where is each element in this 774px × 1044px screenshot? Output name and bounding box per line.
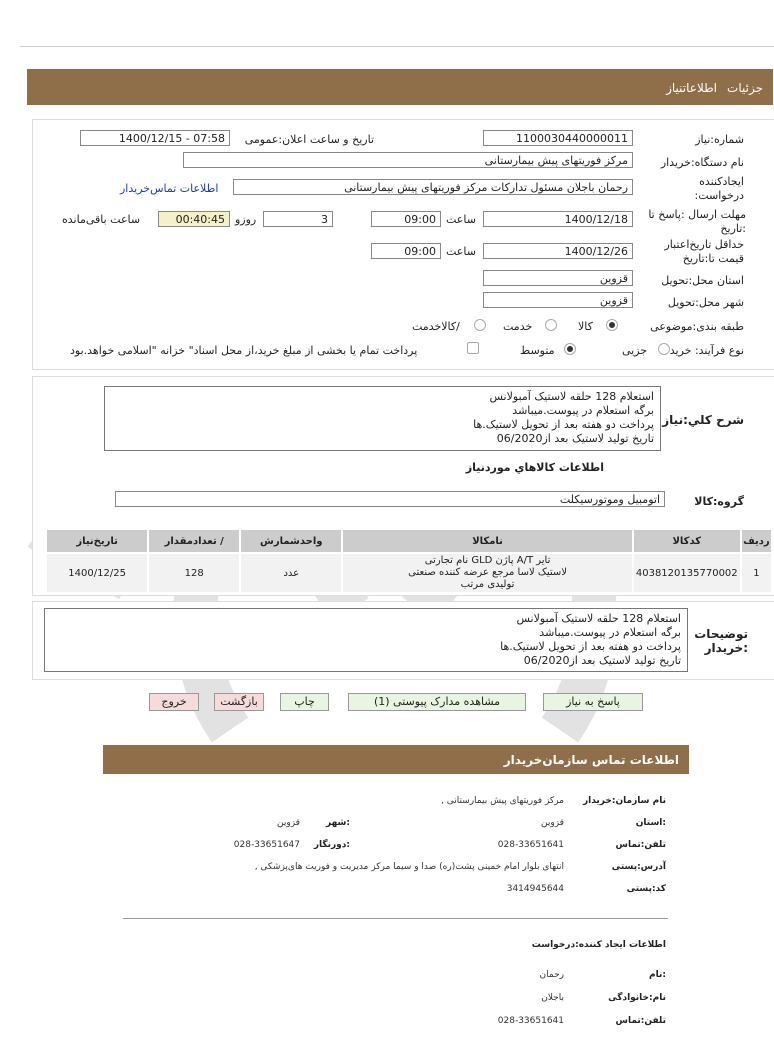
summary-textbox — [104, 386, 661, 451]
contact-fax-value: 028-33651647 — [233, 840, 300, 850]
deadline-label-2: :تاریخ — [720, 222, 746, 235]
creator-family-value: باجلان — [541, 993, 564, 1003]
creator-family-label: نام:خانوادگی — [608, 993, 666, 1003]
notes-line: استعلام 128 حلقه لاستیک آمبولانس — [516, 612, 681, 625]
col-code: کدکالا — [634, 530, 740, 552]
contact-address-value: انتهای بلوار امام خمینی پشت(ره) صدا و سیما مرکز مدیریت و فوریت های‌پزشکی , — [254, 862, 564, 872]
deadline-time-field: 09:00 — [371, 211, 441, 227]
treasury-payment-note: پرداخت تمام یا بخشی از مبلغ خرید،از محل اسناد" خزانه "اسلامی خواهد.بود — [70, 344, 418, 357]
creator-name-value: رحمان — [539, 970, 564, 980]
header-bar — [27, 69, 773, 105]
cell-name-line: تایر A/T پاژن GLD نام تجارتی — [424, 555, 551, 566]
need-number-field: 1100030440000011 — [483, 130, 633, 146]
contact-province-label: :استان — [635, 818, 666, 828]
col-row: ردیف — [742, 530, 771, 552]
validity-label-2: قیمت تا:تاریخ — [682, 252, 744, 265]
contact-postal-value: 3414945644 — [506, 884, 564, 894]
deadline-time-label: ساعت — [446, 213, 476, 226]
contact-address-label: آدرس:پستی — [611, 862, 666, 872]
category-service-radio[interactable] — [545, 319, 557, 331]
creator-name-label: :نام — [649, 970, 666, 980]
treasury-payment-checkbox[interactable] — [467, 342, 479, 354]
deadline-date-field: 1400/12/18 — [483, 211, 633, 227]
exit-button[interactable]: خروج — [149, 693, 199, 711]
remaining-label: ساعت باقی‌مانده — [62, 213, 141, 226]
contact-title: اطلاعات تماس سازمان‌خریدار — [503, 753, 679, 767]
category-label: طبقه بندی:موضوعی — [650, 320, 744, 333]
validity-label-1: حداقل تاریخ‌اعتبار — [664, 238, 744, 251]
back-button[interactable]: بازگشت — [214, 693, 264, 711]
tab-need-info[interactable]: اطلاعاتنیاز — [666, 81, 717, 95]
cell-qty: 128 — [149, 554, 239, 592]
creator-label-1: ایجادکننده — [699, 175, 744, 188]
buyer-org-field: مرکز فوریتهای پیش بیمارستانی — [183, 152, 633, 168]
buyer-notes-label-1: توضیحات — [694, 627, 748, 641]
process-label: نوع فرآیند: خرید — [669, 344, 744, 357]
top-divider — [20, 46, 774, 47]
notes-line: برگه استعلام در پیوست.میباشد — [539, 626, 681, 639]
category-both-label: /کالاخدمت — [412, 320, 460, 333]
contact-org-value: مرکز فوریتهای پیش بیمارستانی , — [440, 796, 564, 806]
col-date: تاریخ‌نیاز — [47, 530, 147, 552]
validity-time-field: 09:00 — [371, 243, 441, 259]
deadline-label-1: مهلت ارسال :پاسخ تا — [648, 208, 746, 221]
contact-phone-label: تلفن:تماس — [615, 840, 666, 850]
days-label: روزو — [235, 213, 257, 226]
category-goods-label: کالا — [578, 320, 593, 333]
announce-field: 1400/12/15 - 07:58 — [80, 130, 230, 146]
contact-phone-value: 028-33651641 — [497, 840, 564, 850]
goods-info-title: اطلاعات كالاهاي موردنياز — [465, 461, 604, 474]
contact-city-label: :شهر — [326, 818, 350, 828]
province-label: استان محل:تحویل — [661, 274, 744, 287]
remaining-time-field: 00:40:45 — [158, 211, 230, 227]
goods-table — [45, 528, 773, 594]
process-partial-radio[interactable] — [658, 343, 670, 355]
contact-fax-label: :دورنگار — [313, 840, 350, 850]
cell-unit: عدد — [241, 554, 341, 592]
summary-line: تاریخ تولید لاستیک بعد از06/2020 — [496, 432, 654, 445]
tab-details[interactable]: جزئیات — [727, 81, 763, 95]
notes-line: پرداخت دو هفته بعد از تحویل لاستیک.ها — [500, 640, 681, 653]
contact-province-value: قزوین — [541, 818, 564, 828]
need-number-label: شماره:نیاز — [695, 133, 744, 146]
buyer-notes-label-2: :خریدار — [704, 641, 748, 655]
cell-code: 4038120135770002 — [634, 554, 740, 592]
province-field: قزوین — [483, 270, 633, 286]
contact-divider — [123, 918, 668, 919]
cell-name — [343, 554, 631, 592]
creator-info-title: اطلاعات ایجاد کننده:درخواست — [531, 940, 666, 950]
table-row — [47, 554, 771, 592]
print-button[interactable]: چاپ — [280, 693, 329, 711]
creator-label-2: درخواست: — [694, 189, 744, 202]
category-goods-radio[interactable] — [606, 319, 618, 331]
contact-postal-label: کد:پستی — [626, 884, 666, 894]
process-medium-label: متوسط — [520, 344, 555, 357]
contact-title-bar — [103, 745, 689, 774]
cell-name-line: لاستیک لاسا مرجع عرضه کننده صنعتی — [408, 567, 567, 578]
process-medium-radio[interactable] — [564, 343, 576, 355]
cell-name-line: تولیدی مرتب — [460, 579, 515, 590]
col-qty: / تعدادمقدار — [149, 530, 239, 552]
attachments-button[interactable]: مشاهده مدارک پیوستی (1) — [348, 693, 526, 711]
days-field: 3 — [263, 211, 333, 227]
summary-label: شرح کلي:نياز — [662, 413, 744, 427]
col-name: نامکالا — [343, 530, 631, 552]
goods-group-field: اتومبیل وموتورسیکلت — [115, 491, 665, 507]
cell-row: 1 — [742, 554, 771, 592]
summary-line: پرداخت دو هفته بعد از تحویل لاستیک.ها — [473, 418, 654, 431]
goods-group-label: گروه:کالا — [694, 495, 744, 508]
creator-phone-value: 028-33651641 — [497, 1016, 564, 1026]
contact-city-value: قزوین — [277, 818, 300, 828]
cell-date: 1400/12/25 — [47, 554, 147, 592]
category-service-label: خدمت — [503, 320, 533, 333]
creator-field: رحمان باجلان مسئول تداركات مرکز فوریتهای پیش بیمارستانی — [233, 179, 633, 195]
buyer-contact-link[interactable]: اطلاعات تماس‌خریدار — [120, 182, 219, 195]
contact-org-label: نام سازمان:خریدار — [582, 796, 666, 806]
category-both-radio[interactable] — [474, 319, 486, 331]
city-label: شهر محل:تحویل — [667, 296, 744, 309]
city-field: قزوین — [483, 292, 633, 308]
notes-line: تاریخ تولید لاستیک بعد از06/2020 — [523, 654, 681, 667]
summary-line: برگه استعلام در پیوست.میباشد — [512, 404, 654, 417]
announce-label: تاریخ و ساعت اعلان:عمومی — [244, 133, 374, 146]
buyer-org-label: نام دستگاه:خریدار — [660, 156, 744, 169]
buyer-notes-textbox — [44, 608, 688, 672]
summary-line: استعلام 128 حلقه لاستیک آمبولانس — [489, 390, 654, 403]
reply-button[interactable]: پاسخ به نیاز — [543, 693, 643, 711]
validity-time-label: ساعت — [446, 245, 476, 258]
creator-phone-label: تلفن:تماس — [615, 1016, 666, 1026]
validity-date-field: 1400/12/26 — [483, 243, 633, 259]
col-unit: واحدشمارش — [241, 530, 341, 552]
process-partial-label: جزیی — [622, 344, 648, 357]
